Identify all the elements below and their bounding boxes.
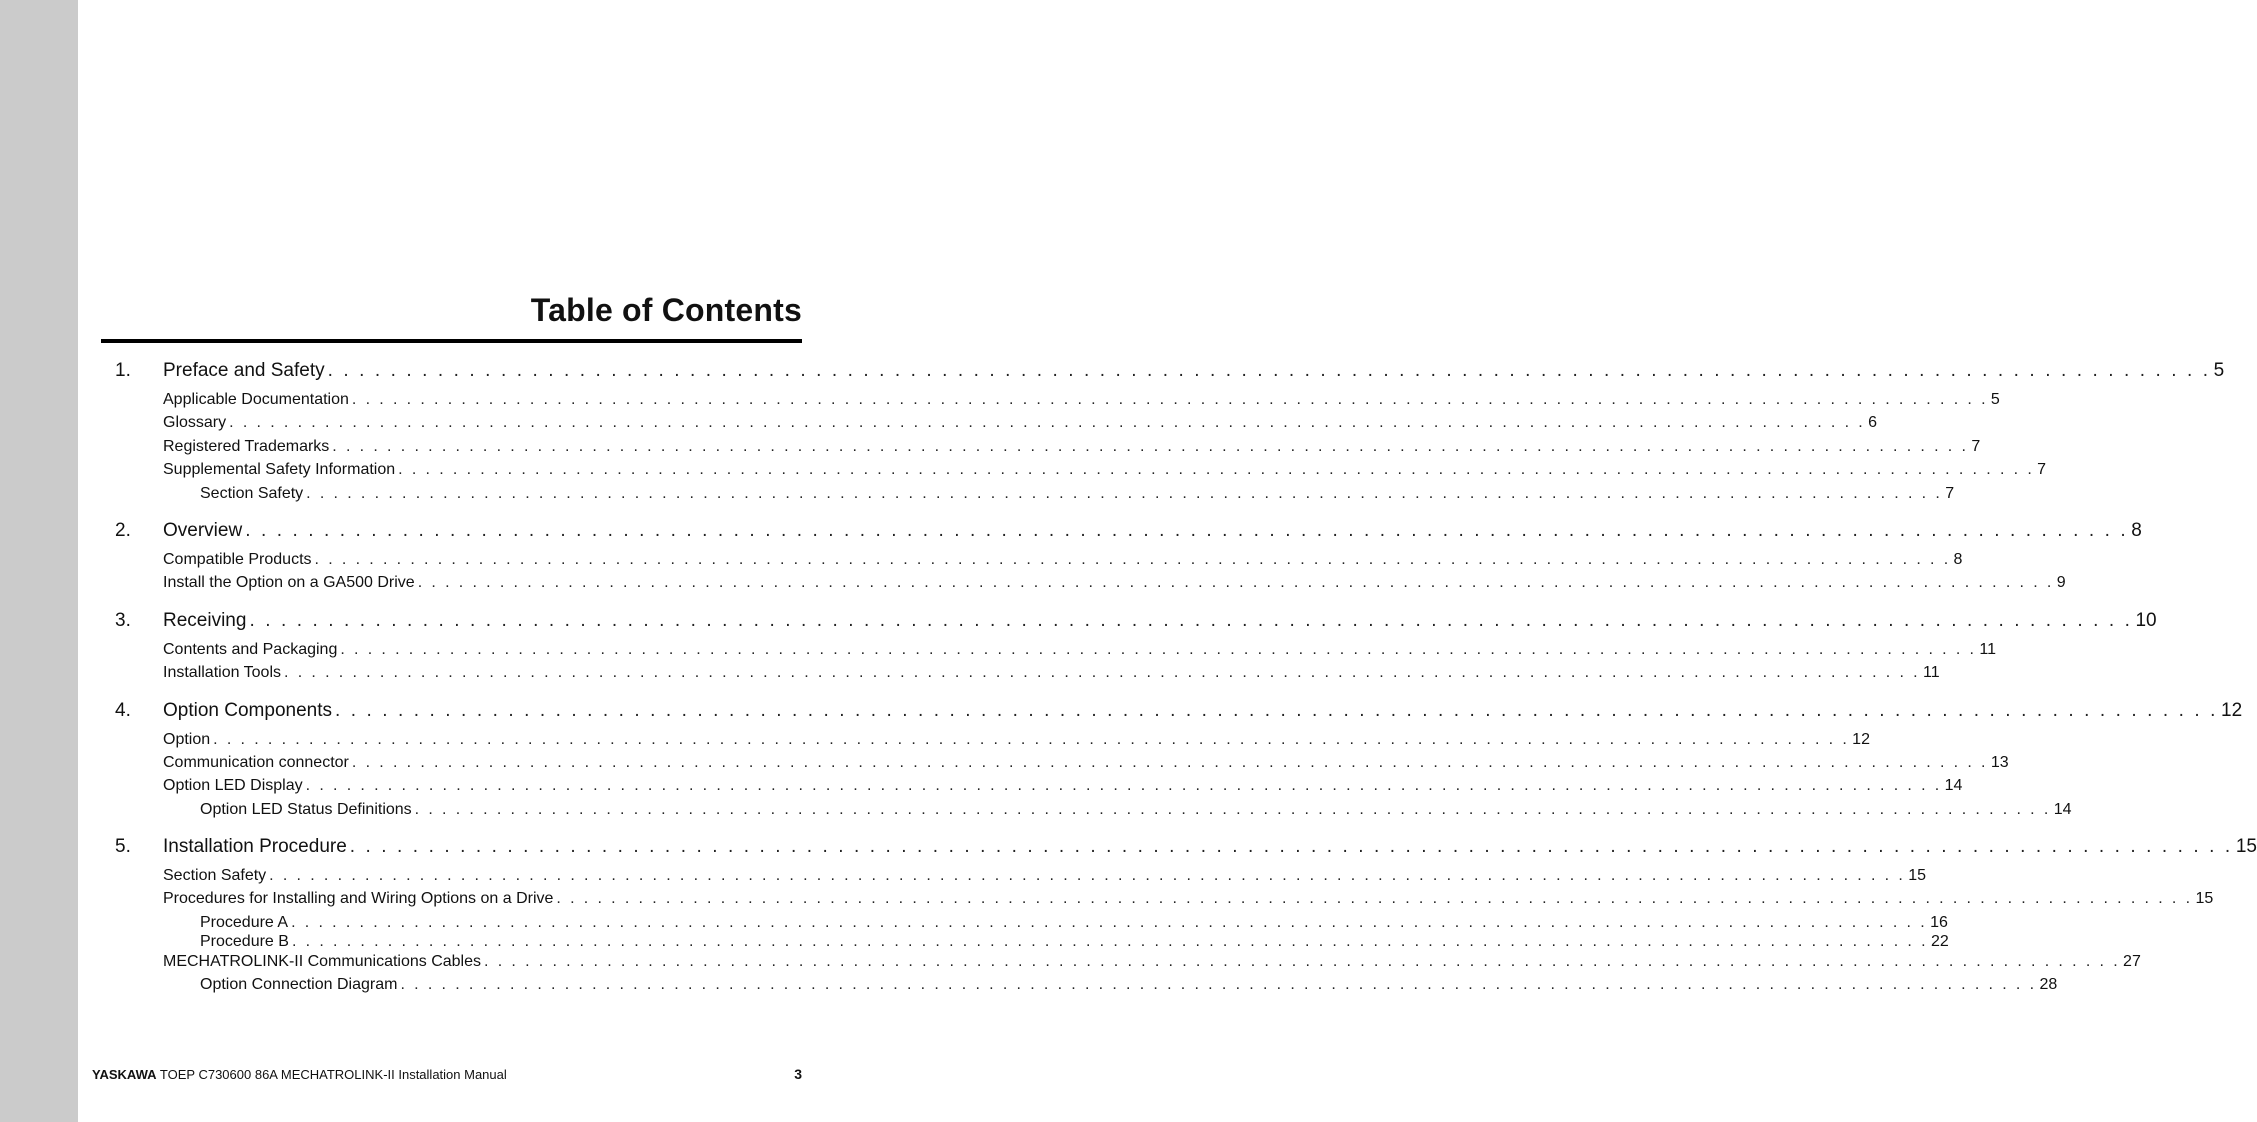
toc-subsubsection-row[interactable] — [115, 933, 1949, 953]
subsection-title: MECHATROLINK-II Communications Cables — [163, 952, 482, 970]
dot-leader: . . . . . . . . . . . . . . . . . . . . . . . . . . . . . . . . . . . . . . . . . . . . . . . . . . . . . . . . . . . . . . . . . . . . . . . . . . . . . . . . . . . . . . . . . . . . . . . . . . . . . . . . . . . . . . . . . . . . . . . . — [249, 609, 2133, 631]
section-title: Receiving — [163, 609, 247, 631]
toc-subsection-row[interactable] — [115, 574, 2066, 597]
title-rule — [101, 339, 802, 343]
footer-page-number: 3 — [794, 1066, 802, 1082]
subsection-page-number: 8 — [1953, 550, 1963, 568]
subsection-title: Option Connection Diagram — [200, 976, 398, 994]
subsection-title: Compatible Products — [163, 550, 312, 568]
subsection-title: Registered Trademarks — [163, 437, 330, 455]
toc-section-row[interactable] — [115, 699, 2243, 731]
subsection-page-number: 9 — [2056, 574, 2066, 592]
footer-document-title — [92, 1067, 507, 1082]
dot-leader: . . . . . . . . . . . . . . . . . . . . . . . . . . . . . . . . . . . . . . . . . . . . . . . . . . . . . . . . . . . . . . . . . . . . . . . . . . . . . . . . . . . . . . . . . . . . . . . . . . . . . . . . . . . . . . . . . . . . . . . . — [229, 414, 1866, 432]
dot-leader: . . . . . . . . . . . . . . . . . . . . . . . . . . . . . . . . . . . . . . . . . . . . . . . . . . . . . . . . . . . . . . . . . . . . . . . . . . . . . . . . . . . . . . . . . . . . . . . . . . . . . . . . . . . . . . . . . . . . . . . . — [398, 461, 2035, 479]
subsection-entry — [163, 867, 1926, 885]
toc-section-row[interactable] — [115, 836, 2257, 867]
subsection-title: Procedures for Installing and Wiring Options on a Drive — [163, 890, 554, 908]
toc-subsection-row[interactable] — [115, 777, 1963, 800]
section-entry — [163, 836, 2257, 858]
subsection-entry — [200, 976, 2058, 994]
section-entry — [163, 609, 2157, 632]
dot-leader: . . . . . . . . . . . . . . . . . . . . . . . . . . . . . . . . . . . . . . . . . . . . . . . . . . . . . . . . . . . . . . . . . . . . . . . . . . . . . . . . . . . . . . . . . . . . . . . . . . . . . . . . . . . . . . . . . . . . . . . . — [213, 730, 1850, 748]
subsection-entry — [200, 933, 1949, 951]
dot-leader: . . . . . . . . . . . . . . . . . . . . . . . . . . . . . . . . . . . . . . . . . . . . . . . . . . . . . . . . . . . . . . . . . . . . . . . . . . . . . . . . . . . . . . . . . . . . . . . . . . . . . . . . . . . . . . . . . . . . . . . . — [306, 484, 1943, 502]
subsection-entry — [163, 550, 1963, 569]
subsection-title: Option — [163, 730, 211, 748]
section-entry — [163, 360, 2225, 382]
subsection-page-number: 16 — [1930, 913, 1948, 931]
subsection-title: Procedure B — [200, 933, 289, 951]
subsection-page-number: 28 — [2039, 976, 2058, 994]
dot-leader: . . . . . . . . . . . . . . . . . . . . . . . . . . . . . . . . . . . . . . . . . . . . . . . . . . . . . . . . . . . . . . . . . . . . . . . . . . . . . . . . . . . . . . . . . . . . . . . . . . . . . . . . . . . . . . . . . . . . . . . . — [332, 437, 1969, 455]
subsection-title: Supplemental Safety Information — [163, 461, 396, 479]
toc-section-row[interactable] — [115, 519, 2142, 551]
dot-leader: . . . . . . . . . . . . . . . . . . . . . . . . . . . . . . . . . . . . . . . . . . . . . . . . . . . . . . . . . . . . . . . . . . . . . . . . . . . . . . . . . . . . . . . . . . . . . . . . . . . . . . . . . . . . . . . . . . . . . . . . — [484, 952, 2121, 970]
subsection-page-number: 14 — [1944, 777, 1963, 795]
subsection-entry — [200, 800, 2072, 819]
section-number: 4. — [115, 699, 131, 721]
dot-leader: . . . . . . . . . . . . . . . . . . . . . . . . . . . . . . . . . . . . . . . . . . . . . . . . . . . . . . . . . . . . . . . . . . . . . . . . . . . . . . . . . . . . . . . . . . . . . . . . . . . . . . . . . . . . . . . . . . . . . . . . — [349, 836, 2233, 858]
subsection-entry — [163, 730, 1870, 749]
section-number: 2. — [115, 519, 131, 541]
toc-subsection-row[interactable] — [115, 461, 2047, 484]
toc-subsubsection-row[interactable] — [115, 913, 1948, 934]
subsection-title: Section Safety — [163, 867, 267, 885]
section-entry — [163, 699, 2243, 722]
subsection-page-number: 11 — [1923, 664, 1940, 682]
subsection-title: Procedure A — [200, 913, 289, 931]
subsection-page-number: 7 — [2037, 461, 2047, 479]
dot-leader: . . . . . . . . . . . . . . . . . . . . . . . . . . . . . . . . . . . . . . . . . . . . . . . . . . . . . . . . . . . . . . . . . . . . . . . . . . . . . . . . . . . . . . . . . . . . . . . . . . . . . . . . . . . . . . . . . . . . . . . . — [414, 800, 2051, 818]
subsection-entry — [163, 640, 1996, 659]
dot-leader: . . . . . . . . . . . . . . . . . . . . . . . . . . . . . . . . . . . . . . . . . . . . . . . . . . . . . . . . . . . . . . . . . . . . . . . . . . . . . . . . . . . . . . . . . . . . . . . . . . . . . . . . . . . . . . . . . . . . . . . . — [305, 777, 1942, 795]
subsection-page-number: 5 — [1990, 391, 2000, 408]
dot-leader: . . . . . . . . . . . . . . . . . . . . . . . . . . . . . . . . . . . . . . . . . . . . . . . . . . . . . . . . . . . . . . . . . . . . . . . . . . . . . . . . . . . . . . . . . . . . . . . . . . . . . . . . . . . . . . . . . . . . . . . . — [269, 867, 1906, 885]
dot-leader: . . . . . . . . . . . . . . . . . . . . . . . . . . . . . . . . . . . . . . . . . . . . . . . . . . . . . . . . . . . . . . . . . . . . . . . . . . . . . . . . . . . . . . . . . . . . . . . . . . . . . . . . . . . . . . . . . . . . . . . . — [291, 933, 1928, 951]
side-margin-band — [0, 0, 78, 1122]
table-of-contents — [115, 360, 2257, 1000]
dot-leader: . . . . . . . . . . . . . . . . . . . . . . . . . . . . . . . . . . . . . . . . . . . . . . . . . . . . . . . . . . . . . . . . . . . . . . . . . . . . . . . . . . . . . . . . . . . . . . . . . . . . . . . . . . . . . . . . . . . . . . . . — [245, 519, 2129, 541]
subsection-page-number: 15 — [2195, 890, 2214, 908]
subsection-page-number: 12 — [1852, 730, 1870, 748]
dot-leader: . . . . . . . . . . . . . . . . . . . . . . . . . . . . . . . . . . . . . . . . . . . . . . . . . . . . . . . . . . . . . . . . . . . . . . . . . . . . . . . . . . . . . . . . . . . . . . . . . . . . . . . . . . . . . . . . . . . . . . . . — [417, 574, 2054, 592]
subsection-title: Installation Tools — [163, 664, 281, 682]
toc-subsubsection-row[interactable] — [115, 976, 2058, 999]
subsection-title: Glossary — [163, 414, 227, 432]
toc-subsection-row[interactable] — [115, 730, 1870, 754]
dot-leader: . . . . . . . . . . . . . . . . . . . . . . . . . . . . . . . . . . . . . . . . . . . . . . . . . . . . . . . . . . . . . . . . . . . . . . . . . . . . . . . . . . . . . . . . . . . . . . . . . . . . . . . . . . . . . . . . . . . . . . . . — [340, 640, 1977, 658]
subsection-title: Section Safety — [200, 484, 304, 502]
dot-leader: . . . . . . . . . . . . . . . . . . . . . . . . . . . . . . . . . . . . . . . . . . . . . . . . . . . . . . . . . . . . . . . . . . . . . . . . . . . . . . . . . . . . . . . . . . . . . . . . . . . . . . . . . . . . . . . . . . . . . . . . — [284, 664, 1921, 682]
toc-subsection-row[interactable] — [115, 890, 2214, 913]
subsection-entry — [163, 753, 2009, 772]
page-footer — [92, 1066, 802, 1082]
section-page-number: 10 — [2135, 609, 2157, 631]
page-title: Table of Contents — [530, 292, 802, 328]
subsection-entry — [163, 777, 1963, 795]
toc-subsection-row[interactable] — [115, 391, 2000, 414]
subsection-entry — [163, 890, 2214, 908]
section-title: Installation Procedure — [163, 836, 347, 858]
subsection-entry — [200, 913, 1948, 932]
section-number: 5. — [115, 836, 131, 858]
subsection-page-number: 13 — [1990, 753, 2009, 771]
toc-subsection-row[interactable] — [115, 437, 1981, 461]
toc-subsection-row[interactable] — [115, 414, 1878, 437]
toc-subsubsection-row[interactable] — [115, 484, 1955, 508]
section-page-number: 5 — [2213, 360, 2225, 381]
toc-section-row[interactable] — [115, 360, 2225, 391]
section-title: Option Components — [163, 699, 332, 721]
section-page-number: 8 — [2131, 519, 2142, 541]
dot-leader: . . . . . . . . . . . . . . . . . . . . . . . . . . . . . . . . . . . . . . . . . . . . . . . . . . . . . . . . . . . . . . . . . . . . . . . . . . . . . . . . . . . . . . . . . . . . . . . . . . . . . . . . . . . . . . . . . . . . . . . . — [327, 360, 2211, 381]
toc-subsection-row[interactable] — [115, 640, 1996, 664]
subsection-title: Option LED Display — [163, 777, 303, 795]
subsection-page-number: 27 — [2123, 952, 2141, 970]
subsection-entry — [163, 437, 1981, 456]
subsection-entry — [163, 664, 1940, 682]
subsection-title: Contents and Packaging — [163, 640, 338, 658]
subsection-title: Install the Option on a GA500 Drive — [163, 574, 415, 592]
subsection-entry — [163, 414, 1878, 432]
dot-leader: . . . . . . . . . . . . . . . . . . . . . . . . . . . . . . . . . . . . . . . . . . . . . . . . . . . . . . . . . . . . . . . . . . . . . . . . . . . . . . . . . . . . . . . . . . . . . . . . . . . . . . . . . . . . . . . . . . . . . . . . — [351, 753, 1988, 771]
subsection-title: Option LED Status Definitions — [200, 800, 412, 818]
dot-leader: . . . . . . . . . . . . . . . . . . . . . . . . . . . . . . . . . . . . . . . . . . . . . . . . . . . . . . . . . . . . . . . . . . . . . . . . . . . . . . . . . . . . . . . . . . . . . . . . . . . . . . . . . . . . . . . . . . . . . . . . — [556, 890, 2193, 908]
subsection-page-number: 11 — [1979, 640, 1996, 658]
toc-subsection-row[interactable] — [115, 550, 1963, 574]
subsection-title: Communication connector — [163, 753, 349, 771]
subsection-page-number: 22 — [1930, 933, 1949, 951]
subsection-page-number: 7 — [1945, 484, 1955, 502]
toc-subsection-row[interactable] — [115, 753, 2009, 777]
subsection-page-number: 7 — [1971, 437, 1981, 455]
section-title: Overview — [163, 519, 243, 541]
subsection-entry — [200, 484, 1955, 503]
section-number: 3. — [115, 609, 131, 631]
subsection-page-number: 15 — [1908, 867, 1926, 885]
toc-subsection-row[interactable] — [115, 952, 2141, 976]
subsection-page-number: 14 — [2053, 800, 2072, 818]
subsection-entry — [163, 461, 2047, 479]
section-number: 1. — [115, 360, 131, 381]
dot-leader: . . . . . . . . . . . . . . . . . . . . . . . . . . . . . . . . . . . . . . . . . . . . . . . . . . . . . . . . . . . . . . . . . . . . . . . . . . . . . . . . . . . . . . . . . . . . . . . . . . . . . . . . . . . . . . . . . . . . . . . . — [351, 391, 1988, 408]
subsection-title: Applicable Documentation — [163, 391, 349, 408]
dot-leader: . . . . . . . . . . . . . . . . . . . . . . . . . . . . . . . . . . . . . . . . . . . . . . . . . . . . . . . . . . . . . . . . . . . . . . . . . . . . . . . . . . . . . . . . . . . . . . . . . . . . . . . . . . . . . . . . . . . . . . . . — [335, 699, 2219, 721]
subsection-page-number: 6 — [1868, 414, 1878, 432]
dot-leader: . . . . . . . . . . . . . . . . . . . . . . . . . . . . . . . . . . . . . . . . . . . . . . . . . . . . . . . . . . . . . . . . . . . . . . . . . . . . . . . . . . . . . . . . . . . . . . . . . . . . . . . . . . . . . . . . . . . . . . . . — [314, 550, 1951, 568]
section-title: Preface and Safety — [163, 360, 325, 381]
section-entry — [163, 519, 2142, 542]
footer-brand: YASKAWA — [92, 1067, 157, 1082]
toc-section-row[interactable] — [115, 609, 2157, 641]
toc-subsection-row[interactable] — [115, 867, 1926, 890]
dot-leader: . . . . . . . . . . . . . . . . . . . . . . . . . . . . . . . . . . . . . . . . . . . . . . . . . . . . . . . . . . . . . . . . . . . . . . . . . . . . . . . . . . . . . . . . . . . . . . . . . . . . . . . . . . . . . . . . . . . . . . . . — [400, 976, 2037, 994]
subsection-entry — [163, 952, 2141, 971]
section-page-number: 12 — [2221, 699, 2243, 721]
subsection-entry — [163, 391, 2000, 409]
toc-subsection-row[interactable] — [115, 664, 1940, 687]
section-page-number: 15 — [2235, 836, 2257, 858]
dot-leader: . . . . . . . . . . . . . . . . . . . . . . . . . . . . . . . . . . . . . . . . . . . . . . . . . . . . . . . . . . . . . . . . . . . . . . . . . . . . . . . . . . . . . . . . . . . . . . . . . . . . . . . . . . . . . . . . . . . . . . . . — [291, 913, 1928, 931]
toc-subsubsection-row[interactable] — [115, 800, 2072, 824]
footer-manual-title: TOEP C730600 86A MECHATROLINK-II Installation Manual — [156, 1067, 507, 1082]
subsection-entry — [163, 574, 2066, 592]
